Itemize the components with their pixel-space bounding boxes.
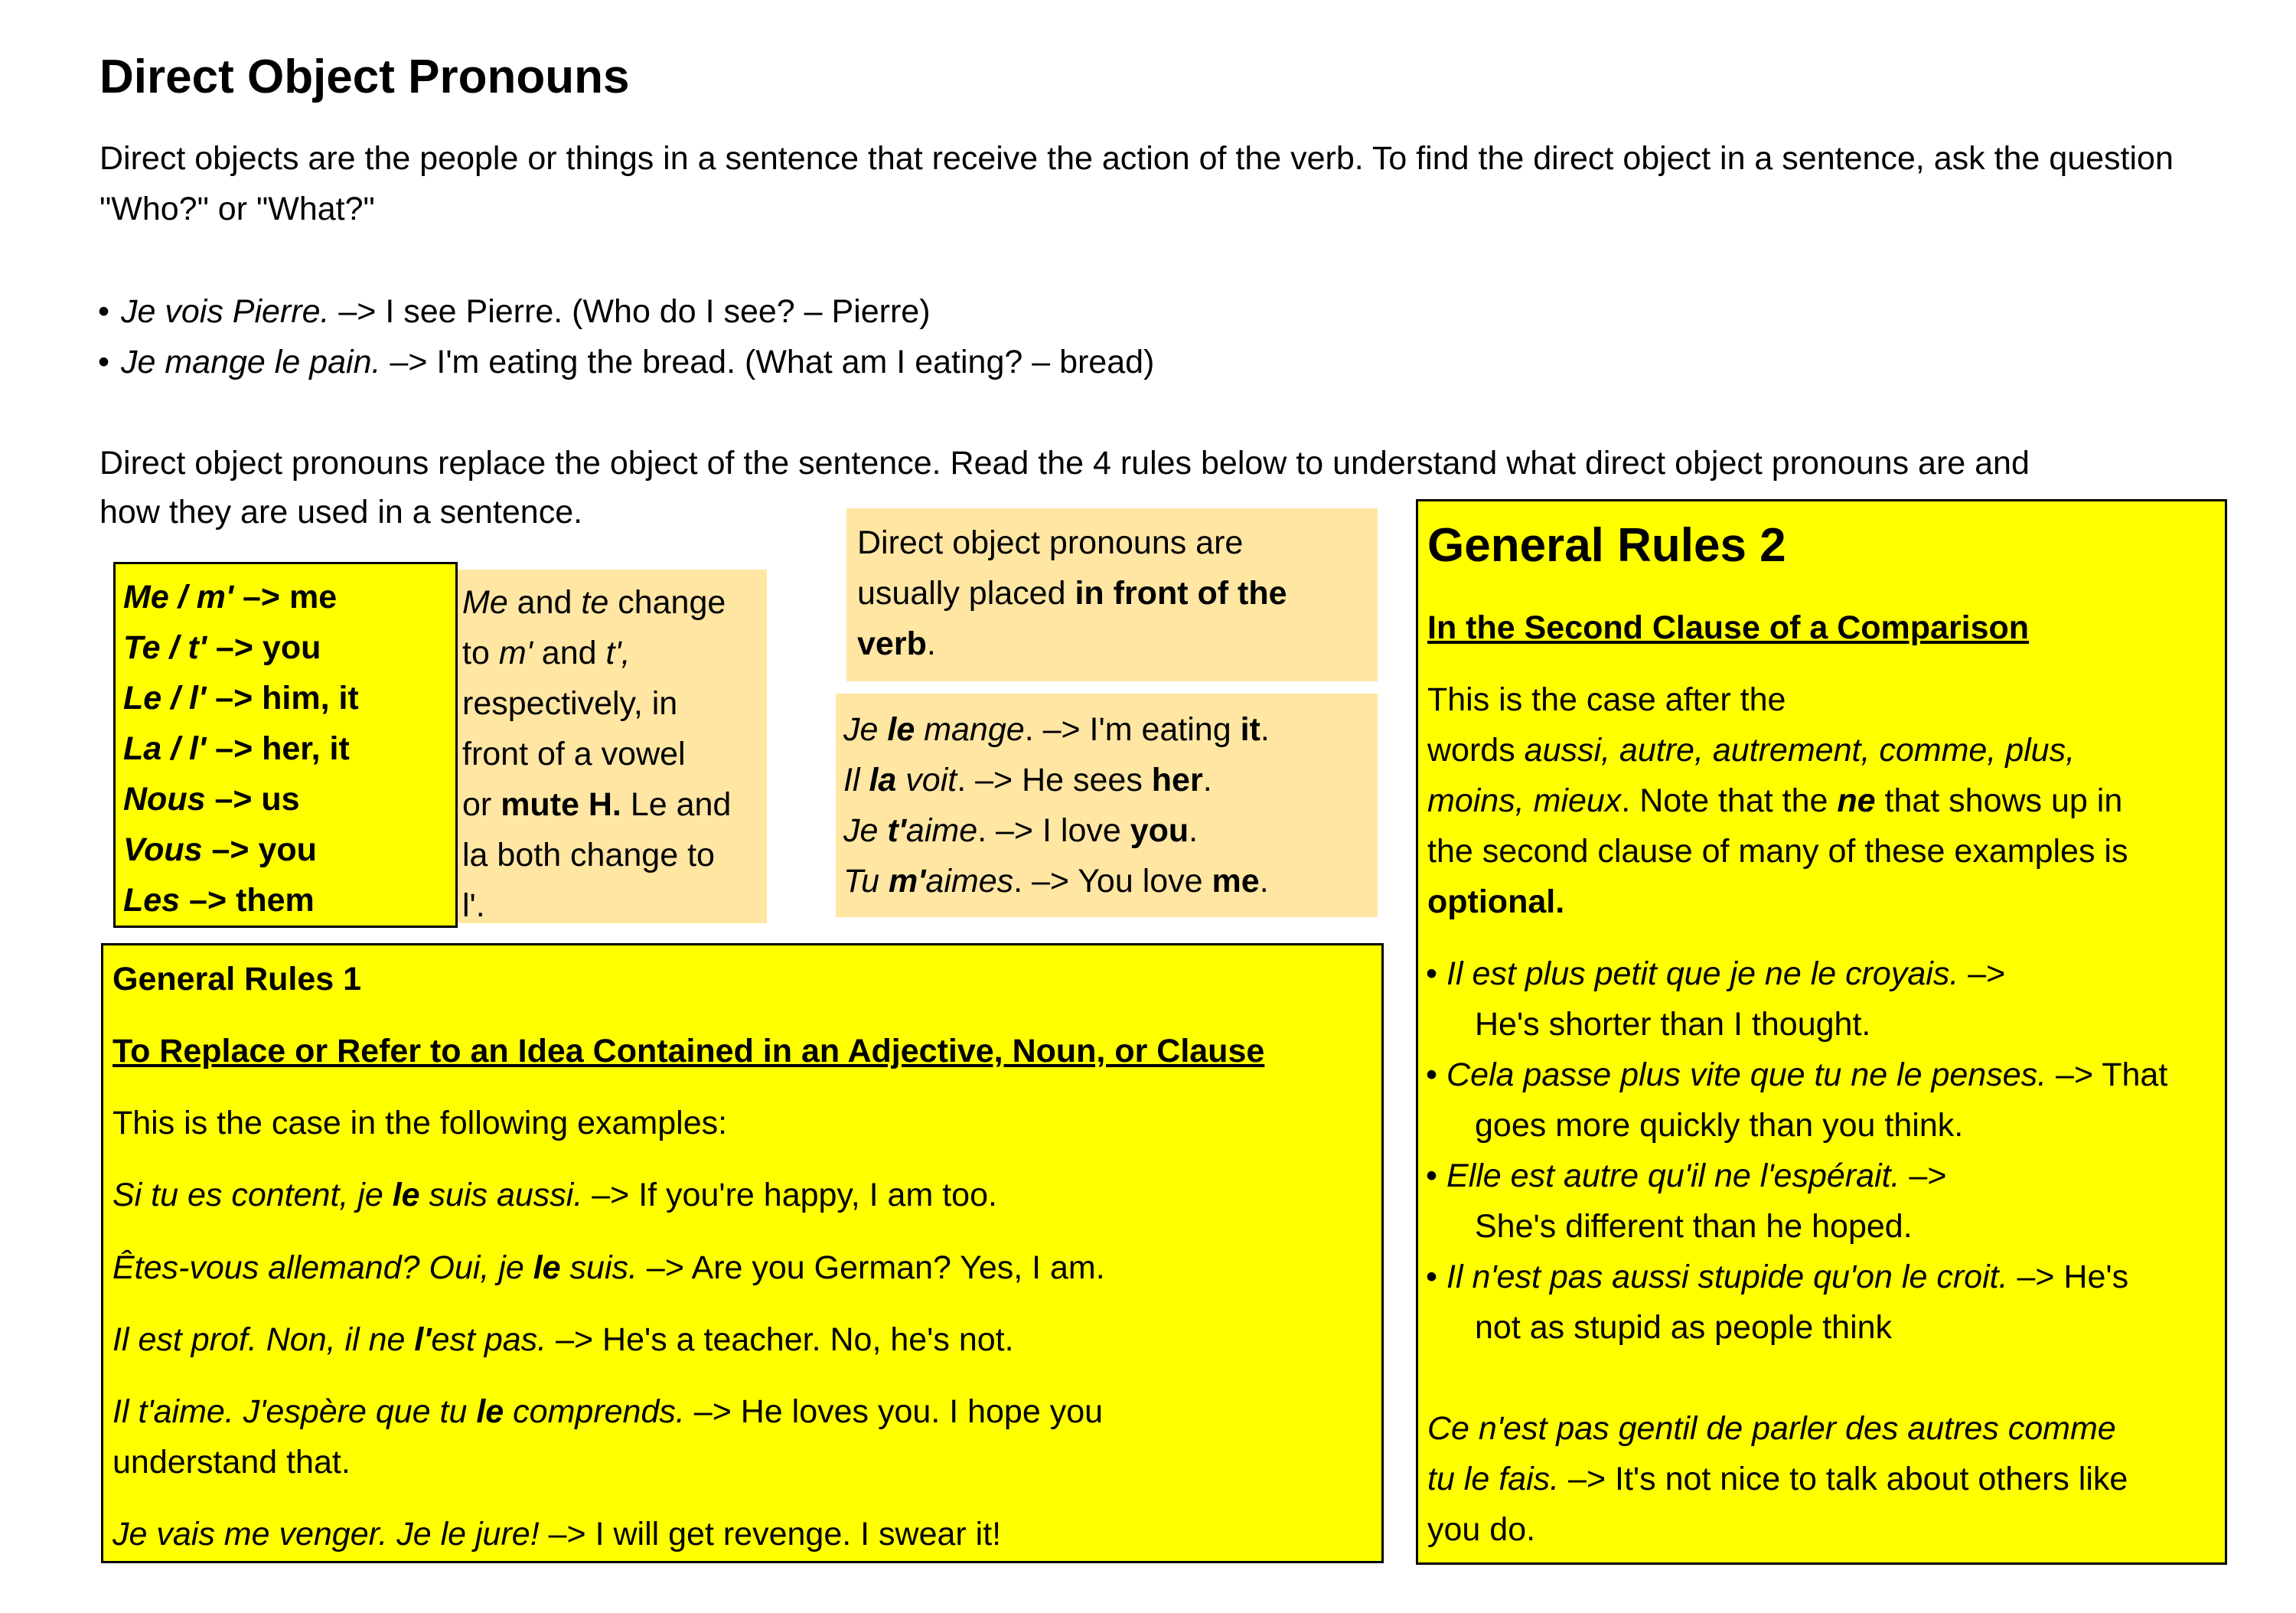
placement-line: usually placed in front of the — [857, 575, 1287, 612]
placement-line: verb. — [857, 625, 936, 662]
example-bullet-2: • Je mange le pain. –> I'm eating the bread. (What am I eating? – bread) — [98, 337, 1154, 387]
placement-examples-box — [836, 694, 1378, 917]
rules-1-example: Il t'aime. J'espère que tu le comprends. –> He loves you. I hope you — [113, 1393, 1104, 1430]
rules-1-example: Je vais me venger. Je le jure! –> I will get revenge. I swear it! — [113, 1516, 1002, 1553]
vowel-note-line: front of a vowel — [462, 736, 686, 772]
rules-2-paragraph-line: words aussi, autre, autrement, comme, plus, — [1427, 732, 2076, 769]
rules-2-paragraph-line: the second clause of many of these examples is — [1427, 833, 2128, 870]
rules-2-bullet-continued: goes more quickly than you think. — [1475, 1107, 1964, 1144]
pronoun-row: Te / t' –> you — [123, 629, 321, 666]
example-bullet-1: • Je vois Pierre. –> I see Pierre. (Who do I see? – Pierre) — [98, 286, 931, 337]
vowel-note-line: or mute H. Le and — [462, 786, 732, 823]
bullet-dot: • — [98, 293, 110, 330]
pronoun-row: Les –> them — [123, 882, 315, 919]
vowel-note-line: l'. — [462, 887, 485, 924]
rules-2-paragraph-line: optional. — [1427, 883, 1565, 920]
intro-paragraph-2-line-2: how they are used in a sentence. — [99, 494, 583, 531]
vowel-note-line: la both change to — [462, 837, 715, 873]
general-rules-2-box — [1416, 499, 2227, 1565]
rules-2-bullet-continued: not as stupid as people think — [1475, 1309, 1893, 1346]
rules-1-example: Il est prof. Non, il ne l'est pas. –> He's a teacher. No, he's not. — [113, 1321, 1014, 1358]
general-rules-1-heading: General Rules 1 — [113, 961, 362, 998]
general-rules-1-intro: This is the case in the following examples: — [113, 1105, 728, 1141]
bullet-dot: • — [98, 344, 110, 380]
bullet-dot: • — [1426, 1158, 1447, 1194]
vowel-note-line: to m' and t', — [462, 635, 631, 671]
general-rules-1-box — [101, 943, 1384, 1563]
bullet-dot: • — [1426, 1056, 1447, 1093]
rules-2-paragraph-line: moins, mieux. Note that the ne that shows up in — [1427, 782, 2123, 819]
intro-paragraph: Direct objects are the people or things in a sentence that receive the action of the verb. To find the direct object in a sentence, ask the question "Who?" or "What?" — [99, 140, 2174, 227]
rules-2-bullet: • Il est plus petit que je ne le croyais. –> — [1426, 955, 2006, 992]
rules-2-bullet-continued: She's different than he hoped. — [1475, 1208, 1913, 1245]
general-rules-1-subheading: To Replace or Refer to an Idea Contained in an Adjective, Noun, or Clause — [113, 1033, 1265, 1069]
general-rules-2-heading: General Rules 2 — [1427, 519, 1786, 572]
rules-2-bullet-continued: He's shorter than I thought. — [1475, 1006, 1871, 1043]
rules-1-example-continued: understand that. — [113, 1444, 351, 1481]
pronoun-row: Nous –> us — [123, 781, 300, 818]
placement-line: Direct object pronouns are — [857, 524, 1244, 561]
pronoun-list-box — [113, 562, 458, 928]
placement-example: Je le mange. –> I'm eating it. — [843, 711, 1270, 748]
rules-1-example: Êtes-vous allemand? Oui, je le suis. –> Are you German? Yes, I am. — [113, 1249, 1105, 1286]
placement-example: Il la voit. –> He sees her. — [843, 762, 1212, 798]
pronoun-row: Vous –> you — [123, 831, 317, 868]
general-rules-2-subheading: In the Second Clause of a Comparison — [1427, 609, 2030, 646]
rules-2-paragraph-line: This is the case after the — [1427, 681, 1786, 718]
vowel-note-line: respectively, in — [462, 685, 678, 722]
rules-2-bullet: • Cela passe plus vite que tu ne le penses. –> That — [1426, 1056, 2168, 1093]
rules-2-bullet: • Il n'est pas aussi stupide qu'on le croit. –> He's — [1426, 1259, 2129, 1295]
bullet-dot: • — [1426, 955, 1447, 992]
placement-example: Je t'aime. –> I love you. — [843, 812, 1199, 849]
vowel-note-line: Me and te change — [462, 584, 726, 621]
pronoun-row: Le / l' –> him, it — [123, 680, 359, 717]
rules-2-final-example: tu le fais. –> It's not nice to talk about others like — [1427, 1461, 2128, 1497]
intro-paragraph-2-line-1: Direct object pronouns replace the object of the sentence. Read the 4 rules below to understand what direct object pronouns are and — [99, 445, 2030, 482]
vowel-note-box — [458, 570, 767, 923]
placement-example: Tu m'aimes. –> You love me. — [843, 863, 1269, 900]
placement-rule-box — [846, 508, 1378, 681]
rules-2-bullet: • Elle est autre qu'il ne l'espérait. –> — [1426, 1158, 1947, 1194]
pronoun-row: La / l' –> her, it — [123, 730, 350, 767]
rules-2-final-example: Ce n'est pas gentil de parler des autres comme — [1427, 1410, 2116, 1447]
pronoun-row: Me / m' –> me — [123, 579, 338, 615]
rules-1-example: Si tu es content, je le suis aussi. –> If you're happy, I am too. — [113, 1177, 997, 1213]
page-title: Direct Object Pronouns — [99, 51, 630, 103]
rules-2-final-example: you do. — [1427, 1511, 1536, 1548]
bullet-dot: • — [1426, 1259, 1447, 1295]
